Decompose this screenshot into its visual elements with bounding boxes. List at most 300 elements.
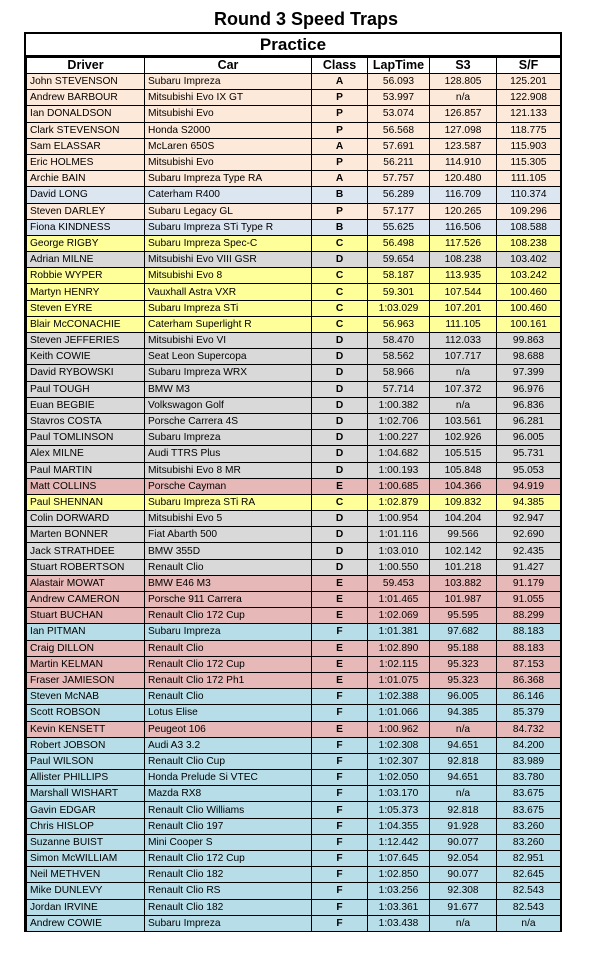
driver-cell: George RIGBY (27, 235, 145, 251)
s3-speed-cell: 112.033 (430, 333, 497, 349)
laptime-cell: 57.177 (368, 203, 430, 219)
class-cell: D (312, 252, 368, 268)
driver-cell: Ian PITMAN (27, 624, 145, 640)
car-cell: Subaru Impreza (145, 915, 312, 931)
sf-speed-cell: 85.379 (497, 705, 561, 721)
car-cell: Mitsubishi Evo (145, 154, 312, 170)
class-cell: D (312, 511, 368, 527)
table-row (27, 203, 561, 219)
car-cell: Mitsubishi Evo (145, 106, 312, 122)
laptime-cell: 56.568 (368, 122, 430, 138)
table-row (27, 818, 561, 834)
laptime-cell: 57.757 (368, 171, 430, 187)
s3-speed-cell: 107.201 (430, 300, 497, 316)
laptime-cell: 1:02.308 (368, 737, 430, 753)
table-row (27, 106, 561, 122)
class-cell: D (312, 430, 368, 446)
s3-speed-cell: 107.544 (430, 284, 497, 300)
table-row (27, 300, 561, 316)
driver-cell: Martin KELMAN (27, 656, 145, 672)
class-cell: F (312, 737, 368, 753)
table-row (27, 511, 561, 527)
s3-speed-cell: 114.910 (430, 154, 497, 170)
table-body (27, 74, 561, 932)
car-cell: Renault Clio 172 Cup (145, 608, 312, 624)
car-cell: BMW M3 (145, 381, 312, 397)
laptime-cell: 56.963 (368, 316, 430, 332)
column-header-sf: S/F (497, 58, 561, 74)
sf-speed-cell: 88.183 (497, 640, 561, 656)
laptime-cell: 1:00.382 (368, 397, 430, 413)
column-header-driver: Driver (27, 58, 145, 74)
table-row (27, 915, 561, 931)
table-row (27, 333, 561, 349)
laptime-cell: 57.714 (368, 381, 430, 397)
sf-speed-cell: 108.588 (497, 219, 561, 235)
table-row (27, 413, 561, 429)
s3-speed-cell: 94.651 (430, 770, 497, 786)
s3-speed-cell: 105.515 (430, 446, 497, 462)
driver-cell: Jordan IRVINE (27, 899, 145, 915)
s3-speed-cell: n/a (430, 365, 497, 381)
car-cell: Porsche Carrera 4S (145, 413, 312, 429)
driver-cell: Steven McNAB (27, 689, 145, 705)
sf-speed-cell: 121.133 (497, 106, 561, 122)
column-header-car: Car (145, 58, 312, 74)
laptime-cell: 1:01.066 (368, 705, 430, 721)
laptime-cell: 1:03.438 (368, 915, 430, 931)
car-cell: Renault Clio Cup (145, 753, 312, 769)
driver-cell: Mike DUNLEVY (27, 883, 145, 899)
car-cell: Subaru Impreza (145, 430, 312, 446)
class-cell: E (312, 721, 368, 737)
table-row (27, 74, 561, 90)
class-cell: D (312, 413, 368, 429)
table-row (27, 284, 561, 300)
table-row (27, 219, 561, 235)
sf-speed-cell: 83.780 (497, 770, 561, 786)
sf-speed-cell: 83.675 (497, 802, 561, 818)
laptime-cell: 1:01.465 (368, 592, 430, 608)
car-cell: Subaru Legacy GL (145, 203, 312, 219)
class-cell: D (312, 333, 368, 349)
sf-speed-cell: 83.260 (497, 834, 561, 850)
s3-speed-cell: 120.265 (430, 203, 497, 219)
s3-speed-cell: 113.935 (430, 268, 497, 284)
table-row (27, 154, 561, 170)
car-cell: Renault Clio 172 Ph1 (145, 672, 312, 688)
sf-speed-cell: 122.908 (497, 90, 561, 106)
table-row (27, 446, 561, 462)
driver-cell: Steven DARLEY (27, 203, 145, 219)
car-cell: Peugeot 106 (145, 721, 312, 737)
s3-speed-cell: 92.054 (430, 851, 497, 867)
driver-cell: Andrew CAMERON (27, 592, 145, 608)
laptime-cell: 59.301 (368, 284, 430, 300)
sf-speed-cell: 108.238 (497, 235, 561, 251)
driver-cell: Robbie WYPER (27, 268, 145, 284)
car-cell: Renault Clio Williams (145, 802, 312, 818)
s3-speed-cell: 116.506 (430, 219, 497, 235)
driver-cell: Alastair MOWAT (27, 575, 145, 591)
laptime-cell: 1:00.954 (368, 511, 430, 527)
sf-speed-cell: 88.299 (497, 608, 561, 624)
laptime-cell: 1:00.685 (368, 478, 430, 494)
driver-cell: Eric HOLMES (27, 154, 145, 170)
car-cell: Renault Clio 172 Cup (145, 851, 312, 867)
s3-speed-cell: 101.987 (430, 592, 497, 608)
s3-speed-cell: 92.818 (430, 802, 497, 818)
column-header-class: Class (312, 58, 368, 74)
s3-speed-cell: n/a (430, 786, 497, 802)
laptime-cell: 1:02.307 (368, 753, 430, 769)
laptime-cell: 1:02.850 (368, 867, 430, 883)
table-row (27, 834, 561, 850)
s3-speed-cell: n/a (430, 915, 497, 931)
class-cell: E (312, 592, 368, 608)
sf-speed-cell: 111.105 (497, 171, 561, 187)
class-cell: D (312, 527, 368, 543)
class-cell: E (312, 656, 368, 672)
car-cell: Subaru Impreza STi RA (145, 494, 312, 510)
class-cell: E (312, 640, 368, 656)
class-cell: F (312, 915, 368, 931)
sf-speed-cell: 95.053 (497, 462, 561, 478)
laptime-cell: 1:00.227 (368, 430, 430, 446)
car-cell: Mitsubishi Evo IX GT (145, 90, 312, 106)
sf-speed-cell: 91.427 (497, 559, 561, 575)
sf-speed-cell: 96.281 (497, 413, 561, 429)
s3-speed-cell: 92.818 (430, 753, 497, 769)
sf-speed-cell: 94.385 (497, 494, 561, 510)
class-cell: A (312, 74, 368, 90)
class-cell: P (312, 154, 368, 170)
car-cell: Honda Prelude Si VTEC (145, 770, 312, 786)
s3-speed-cell: 104.366 (430, 478, 497, 494)
class-cell: D (312, 462, 368, 478)
car-cell: Porsche Cayman (145, 478, 312, 494)
class-cell: C (312, 284, 368, 300)
table-row (27, 899, 561, 915)
sf-speed-cell: 95.731 (497, 446, 561, 462)
sf-speed-cell: 100.460 (497, 300, 561, 316)
car-cell: Mitsubishi Evo 8 MR (145, 462, 312, 478)
driver-cell: Sam ELASSAR (27, 138, 145, 154)
s3-speed-cell: 91.677 (430, 899, 497, 915)
class-cell: E (312, 608, 368, 624)
class-cell: F (312, 802, 368, 818)
s3-speed-cell: 108.238 (430, 252, 497, 268)
laptime-cell: 1:02.050 (368, 770, 430, 786)
laptime-cell: 1:02.388 (368, 689, 430, 705)
s3-speed-cell: 96.005 (430, 689, 497, 705)
driver-cell: Robert JOBSON (27, 737, 145, 753)
class-cell: D (312, 543, 368, 559)
s3-speed-cell: 95.188 (430, 640, 497, 656)
class-cell: F (312, 883, 368, 899)
s3-speed-cell: 117.526 (430, 235, 497, 251)
laptime-cell: 59.654 (368, 252, 430, 268)
class-cell: F (312, 851, 368, 867)
table-row (27, 559, 561, 575)
class-cell: D (312, 349, 368, 365)
laptime-cell: 1:02.890 (368, 640, 430, 656)
class-cell: F (312, 689, 368, 705)
s3-speed-cell: 94.385 (430, 705, 497, 721)
class-cell: C (312, 268, 368, 284)
driver-cell: Alex MILNE (27, 446, 145, 462)
car-cell: Fiat Abarth 500 (145, 527, 312, 543)
table-row (27, 252, 561, 268)
s3-speed-cell: n/a (430, 90, 497, 106)
laptime-cell: 1:02.879 (368, 494, 430, 510)
car-cell: Mitsubishi Evo VI (145, 333, 312, 349)
s3-speed-cell: 120.480 (430, 171, 497, 187)
table-row (27, 689, 561, 705)
car-cell: Vauxhall Astra VXR (145, 284, 312, 300)
table-row (27, 235, 561, 251)
table-row (27, 592, 561, 608)
car-cell: Renault Clio (145, 640, 312, 656)
s3-speed-cell: 107.372 (430, 381, 497, 397)
driver-cell: Paul MARTIN (27, 462, 145, 478)
table-row (27, 478, 561, 494)
laptime-cell: 1:02.115 (368, 656, 430, 672)
car-cell: Renault Clio 197 (145, 818, 312, 834)
driver-cell: Steven EYRE (27, 300, 145, 316)
s3-speed-cell: 97.682 (430, 624, 497, 640)
car-cell: Subaru Impreza Spec-C (145, 235, 312, 251)
sf-speed-cell: 86.368 (497, 672, 561, 688)
laptime-cell: 58.562 (368, 349, 430, 365)
driver-cell: David RYBOWSKI (27, 365, 145, 381)
s3-speed-cell: n/a (430, 397, 497, 413)
sf-speed-cell: 103.402 (497, 252, 561, 268)
sf-speed-cell: 96.005 (497, 430, 561, 446)
table-row (27, 462, 561, 478)
table-row (27, 365, 561, 381)
s3-speed-cell: 92.308 (430, 883, 497, 899)
sf-speed-cell: 125.201 (497, 74, 561, 90)
driver-cell: Archie BAIN (27, 171, 145, 187)
s3-speed-cell: 91.928 (430, 818, 497, 834)
table-row (27, 171, 561, 187)
driver-cell: Stavros COSTA (27, 413, 145, 429)
sf-speed-cell: 84.200 (497, 737, 561, 753)
table-row (27, 737, 561, 753)
class-cell: D (312, 446, 368, 462)
table-row (27, 494, 561, 510)
class-cell: F (312, 753, 368, 769)
driver-cell: Martyn HENRY (27, 284, 145, 300)
class-cell: D (312, 559, 368, 575)
laptime-cell: 1:01.116 (368, 527, 430, 543)
sf-speed-cell: 83.989 (497, 753, 561, 769)
class-cell: F (312, 834, 368, 850)
sf-speed-cell: 94.919 (497, 478, 561, 494)
driver-cell: Fiona KINDNESS (27, 219, 145, 235)
laptime-cell: 56.498 (368, 235, 430, 251)
s3-speed-cell: 128.805 (430, 74, 497, 90)
table-row (27, 640, 561, 656)
sf-speed-cell: 91.179 (497, 575, 561, 591)
sf-speed-cell: 84.732 (497, 721, 561, 737)
s3-speed-cell: 103.882 (430, 575, 497, 591)
driver-cell: Simon McWILLIAM (27, 851, 145, 867)
car-cell: Mitsubishi Evo 5 (145, 511, 312, 527)
car-cell: Renault Clio (145, 689, 312, 705)
table-row (27, 527, 561, 543)
car-cell: Mitsubishi Evo 8 (145, 268, 312, 284)
car-cell: Audi TTRS Plus (145, 446, 312, 462)
class-cell: C (312, 235, 368, 251)
table-row (27, 122, 561, 138)
sf-speed-cell: 96.976 (497, 381, 561, 397)
laptime-cell: 59.453 (368, 575, 430, 591)
car-cell: Caterham Superlight R (145, 316, 312, 332)
sf-speed-cell: 98.688 (497, 349, 561, 365)
car-cell: Renault Clio RS (145, 883, 312, 899)
laptime-cell: 1:04.355 (368, 818, 430, 834)
s3-speed-cell: n/a (430, 721, 497, 737)
s3-speed-cell: 95.595 (430, 608, 497, 624)
class-cell: C (312, 316, 368, 332)
driver-cell: Adrian MILNE (27, 252, 145, 268)
driver-cell: Kevin KENSETT (27, 721, 145, 737)
table-row (27, 656, 561, 672)
sf-speed-cell: 83.260 (497, 818, 561, 834)
laptime-cell: 1:00.550 (368, 559, 430, 575)
driver-cell: Clark STEVENSON (27, 122, 145, 138)
driver-cell: Marshall WISHART (27, 786, 145, 802)
car-cell: Seat Leon Supercopa (145, 349, 312, 365)
car-cell: Mini Cooper S (145, 834, 312, 850)
laptime-cell: 57.691 (368, 138, 430, 154)
s3-speed-cell: 116.709 (430, 187, 497, 203)
s3-speed-cell: 123.587 (430, 138, 497, 154)
s3-speed-cell: 127.098 (430, 122, 497, 138)
s3-speed-cell: 107.717 (430, 349, 497, 365)
car-cell: Honda S2000 (145, 122, 312, 138)
table-row (27, 883, 561, 899)
car-cell: Renault Clio (145, 559, 312, 575)
driver-cell: Chris HISLOP (27, 818, 145, 834)
car-cell: Subaru Impreza Type RA (145, 171, 312, 187)
car-cell: Subaru Impreza STi Type R (145, 219, 312, 235)
laptime-cell: 1:01.381 (368, 624, 430, 640)
table-row (27, 430, 561, 446)
driver-cell: Stuart BUCHAN (27, 608, 145, 624)
class-cell: E (312, 478, 368, 494)
table-row (27, 851, 561, 867)
column-header-s3: S3 (430, 58, 497, 74)
class-cell: F (312, 786, 368, 802)
sf-speed-cell: 87.153 (497, 656, 561, 672)
speed-trap-sheet (24, 32, 562, 932)
class-cell: F (312, 624, 368, 640)
driver-cell: Paul SHENNAN (27, 494, 145, 510)
laptime-cell: 1:03.170 (368, 786, 430, 802)
laptime-cell: 1:00.962 (368, 721, 430, 737)
sf-speed-cell: 115.305 (497, 154, 561, 170)
class-cell: F (312, 770, 368, 786)
laptime-cell: 56.289 (368, 187, 430, 203)
sf-speed-cell: 82.645 (497, 867, 561, 883)
laptime-cell: 1:12.442 (368, 834, 430, 850)
driver-cell: Andrew BARBOUR (27, 90, 145, 106)
driver-cell: Marten BONNER (27, 527, 145, 543)
s3-speed-cell: 109.832 (430, 494, 497, 510)
car-cell: Subaru Impreza (145, 74, 312, 90)
laptime-cell: 1:03.256 (368, 883, 430, 899)
driver-cell: Colin DORWARD (27, 511, 145, 527)
driver-cell: Matt COLLINS (27, 478, 145, 494)
laptime-cell: 58.470 (368, 333, 430, 349)
sf-speed-cell: 100.460 (497, 284, 561, 300)
class-cell: D (312, 397, 368, 413)
laptime-cell: 1:03.010 (368, 543, 430, 559)
class-cell: F (312, 899, 368, 915)
table-row (27, 349, 561, 365)
sf-speed-cell: 88.183 (497, 624, 561, 640)
driver-cell: Ian DONALDSON (27, 106, 145, 122)
s3-speed-cell: 95.323 (430, 672, 497, 688)
sf-speed-cell: 96.836 (497, 397, 561, 413)
class-cell: C (312, 494, 368, 510)
table-row (27, 786, 561, 802)
header-row (27, 58, 561, 74)
s3-speed-cell: 101.218 (430, 559, 497, 575)
class-cell: A (312, 138, 368, 154)
sf-speed-cell: 97.399 (497, 365, 561, 381)
car-cell: Mazda RX8 (145, 786, 312, 802)
sf-speed-cell: 110.374 (497, 187, 561, 203)
s3-speed-cell: 90.077 (430, 834, 497, 850)
sf-speed-cell: 103.242 (497, 268, 561, 284)
driver-cell: David LONG (27, 187, 145, 203)
driver-cell: Jack STRATHDEE (27, 543, 145, 559)
laptime-cell: 1:03.029 (368, 300, 430, 316)
sf-speed-cell: 92.690 (497, 527, 561, 543)
class-cell: P (312, 90, 368, 106)
s3-speed-cell: 102.926 (430, 430, 497, 446)
driver-cell: Neil METHVEN (27, 867, 145, 883)
driver-cell: Euan BEGBIE (27, 397, 145, 413)
laptime-cell: 53.997 (368, 90, 430, 106)
table-row (27, 705, 561, 721)
sf-speed-cell: 118.775 (497, 122, 561, 138)
laptime-cell: 56.093 (368, 74, 430, 90)
sf-speed-cell: 109.296 (497, 203, 561, 219)
driver-cell: Paul TOMLINSON (27, 430, 145, 446)
class-cell: D (312, 381, 368, 397)
speed-trap-table (26, 57, 561, 932)
table-row (27, 802, 561, 818)
car-cell: Subaru Impreza (145, 624, 312, 640)
laptime-cell: 56.211 (368, 154, 430, 170)
table-row (27, 575, 561, 591)
table-row (27, 138, 561, 154)
sf-speed-cell: 91.055 (497, 592, 561, 608)
laptime-cell: 1:00.193 (368, 462, 430, 478)
table-row (27, 187, 561, 203)
laptime-cell: 55.625 (368, 219, 430, 235)
sf-speed-cell: 86.146 (497, 689, 561, 705)
sf-speed-cell: 92.435 (497, 543, 561, 559)
driver-cell: Stuart ROBERTSON (27, 559, 145, 575)
car-cell: BMW E46 M3 (145, 575, 312, 591)
class-cell: F (312, 818, 368, 834)
